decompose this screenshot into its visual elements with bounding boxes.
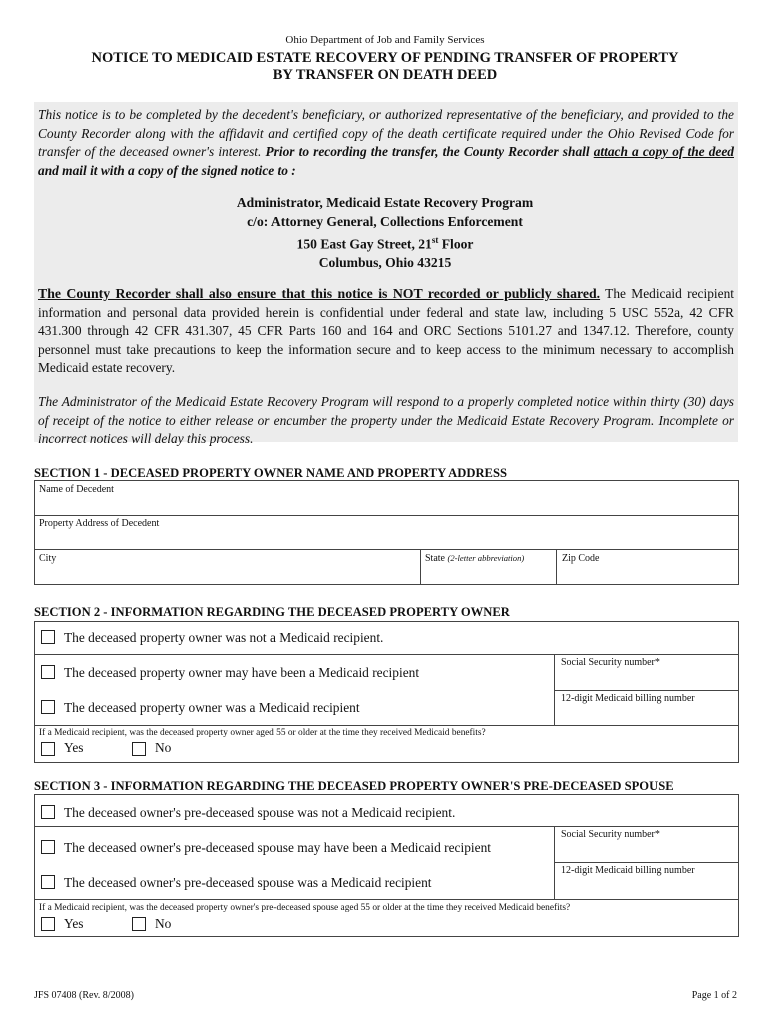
form-title-line2: BY TRANSFER ON DEATH DEED bbox=[272, 67, 498, 83]
s2-age-question: If a Medicaid recipient, was the deceased property owner aged 55 or older at the time they received Medicaid benefits? bbox=[39, 728, 486, 738]
city-label: City bbox=[39, 553, 57, 564]
state-field[interactable] bbox=[422, 566, 554, 582]
s3-may-be-recipient-label: The deceased owner's pre-deceased spouse may have been a Medicaid recipient bbox=[64, 840, 491, 855]
instructions-p1-end: and mail it with a copy of the signed notice to : bbox=[38, 162, 296, 178]
s3-was-recipient-checkbox[interactable] bbox=[41, 875, 55, 889]
address-line2: c/o: Attorney General, Collections Enforcement bbox=[247, 213, 523, 229]
state-label: State (2-letter abbreviation) bbox=[425, 553, 525, 564]
state-hint: (2-letter abbreviation) bbox=[447, 553, 525, 563]
s2-billing-number-field[interactable] bbox=[556, 706, 736, 724]
s2-may-be-recipient-label: The deceased property owner may have been a Medicaid recipient bbox=[64, 665, 420, 680]
name-of-decedent-label: Name of Decedent bbox=[39, 484, 114, 495]
s2-may-be-recipient-checkbox[interactable] bbox=[41, 665, 55, 679]
address-line1: Administrator, Medicaid Estate Recovery Program bbox=[236, 195, 534, 210]
instructions-p1-emphasis: Prior to recording the transfer, the County Recorder shall bbox=[265, 144, 594, 159]
agency-name: Ohio Department of Job and Family Services bbox=[285, 34, 485, 46]
s3-billing-number-label: 12-digit Medicaid billing number bbox=[561, 865, 695, 876]
address-line4: Columbus, Ohio 43215 bbox=[318, 255, 452, 271]
s3-ssn-label: Social Security number* bbox=[561, 829, 660, 840]
s3-ssn-field[interactable] bbox=[556, 842, 736, 860]
s2-ssn-label: Social Security number* bbox=[561, 657, 660, 668]
s3-not-recipient-label: The deceased owner's pre-deceased spouse was not a Medicaid recipient. bbox=[64, 805, 456, 820]
s2-billing-number-label: 12-digit Medicaid billing number bbox=[561, 693, 695, 704]
confidentiality-text: The Medicaid recipient information and personal data provided herein is confidential under federal and state law, including 5 USC 552a, 42 CFR 431.300 through 42 CFR 431.307, 45 CFR Parts 160 and 164 and ORC Sections 5101.27 and 1347.12. Therefore, county personnel must take precautions to keep the information secure and to keep access to the minimum necessary to accomplish Medicaid estate recovery. bbox=[38, 286, 735, 375]
s3-not-recipient-checkbox[interactable] bbox=[41, 805, 55, 819]
instructions-paragraph-3: The Administrator of the Medicaid Estate Recovery Program will respond to a properly completed notice within thirty (30) days of receipt of the notice to either release or encumber the property under the Medicaid Estate Recovery Program. Incomplete or incorrect notices will delay this process. bbox=[38, 394, 734, 446]
s3-no-checkbox[interactable] bbox=[132, 917, 146, 931]
form-number: JFS 07408 (Rev. 8/2008) bbox=[34, 990, 134, 1001]
s3-was-recipient-label: The deceased owner's pre-deceased spouse was a Medicaid recipient bbox=[64, 875, 432, 890]
mailing-address bbox=[0, 194, 770, 273]
s3-age-question: If a Medicaid recipient, was the deceased property owner's pre-deceased spouse aged 55 or older at the time they received Medicaid benefits? bbox=[39, 903, 571, 913]
s2-no-checkbox[interactable] bbox=[132, 742, 146, 756]
address-line3: 150 East Gay Street, 21st Floor bbox=[296, 235, 474, 252]
property-address-field[interactable] bbox=[36, 531, 736, 548]
confidentiality-heading: The County Recorder shall also ensure that this notice is NOT recorded or publicly shared. bbox=[38, 286, 601, 301]
s2-yes-checkbox[interactable] bbox=[41, 742, 55, 756]
s3-yes-label: Yes bbox=[64, 916, 84, 931]
instructions-p1-text: This notice is to be completed by the decedent's beneficiary, or authorized representative of the beneficiary, and provided to the County Recorder along with the affidavit and certified copy of the death certificate required under the Ohio Revised Code for transfer of the deceased owner's interest. bbox=[38, 107, 734, 159]
s2-no-label: No bbox=[155, 740, 172, 755]
s2-not-recipient-checkbox[interactable] bbox=[41, 630, 55, 644]
name-of-decedent-field[interactable] bbox=[36, 496, 736, 514]
s2-was-recipient-label: The deceased property owner was a Medicaid recipient bbox=[64, 700, 360, 715]
s2-not-recipient-label: The deceased property owner was not a Medicaid recipient. bbox=[64, 630, 384, 645]
property-address-label: Property Address of Decedent bbox=[39, 518, 160, 529]
s3-yes-checkbox[interactable] bbox=[41, 917, 55, 931]
s2-ssn-field[interactable] bbox=[556, 670, 736, 688]
city-field[interactable] bbox=[36, 566, 418, 582]
zip-code-label: Zip Code bbox=[562, 553, 600, 564]
section1-heading: SECTION 1 - DECEASED PROPERTY OWNER NAME AND PROPERTY ADDRESS bbox=[34, 466, 507, 480]
s3-billing-number-field[interactable] bbox=[556, 878, 736, 897]
s3-no-label: No bbox=[155, 916, 172, 931]
form-title-line1: NOTICE TO MEDICAID ESTATE RECOVERY OF PENDING TRANSFER OF PROPERTY bbox=[91, 50, 679, 66]
s2-was-recipient-checkbox[interactable] bbox=[41, 700, 55, 714]
s2-yes-label: Yes bbox=[64, 740, 84, 755]
instructions-paragraph-2 bbox=[38, 285, 734, 378]
s3-may-be-recipient-checkbox[interactable] bbox=[41, 840, 55, 854]
zip-code-field[interactable] bbox=[558, 566, 736, 582]
page-number: Page 1 of 2 bbox=[691, 990, 737, 1001]
instructions-p1-underline: attach a copy of the deed bbox=[593, 144, 734, 159]
section2-heading: SECTION 2 - INFORMATION REGARDING THE DECEASED PROPERTY OWNER bbox=[34, 605, 510, 619]
instructions-paragraph-1 bbox=[38, 106, 734, 180]
form-title bbox=[0, 50, 770, 84]
section3-heading: SECTION 3 - INFORMATION REGARDING THE DECEASED PROPERTY OWNER'S PRE-DECEASED SPOUSE bbox=[34, 779, 674, 793]
